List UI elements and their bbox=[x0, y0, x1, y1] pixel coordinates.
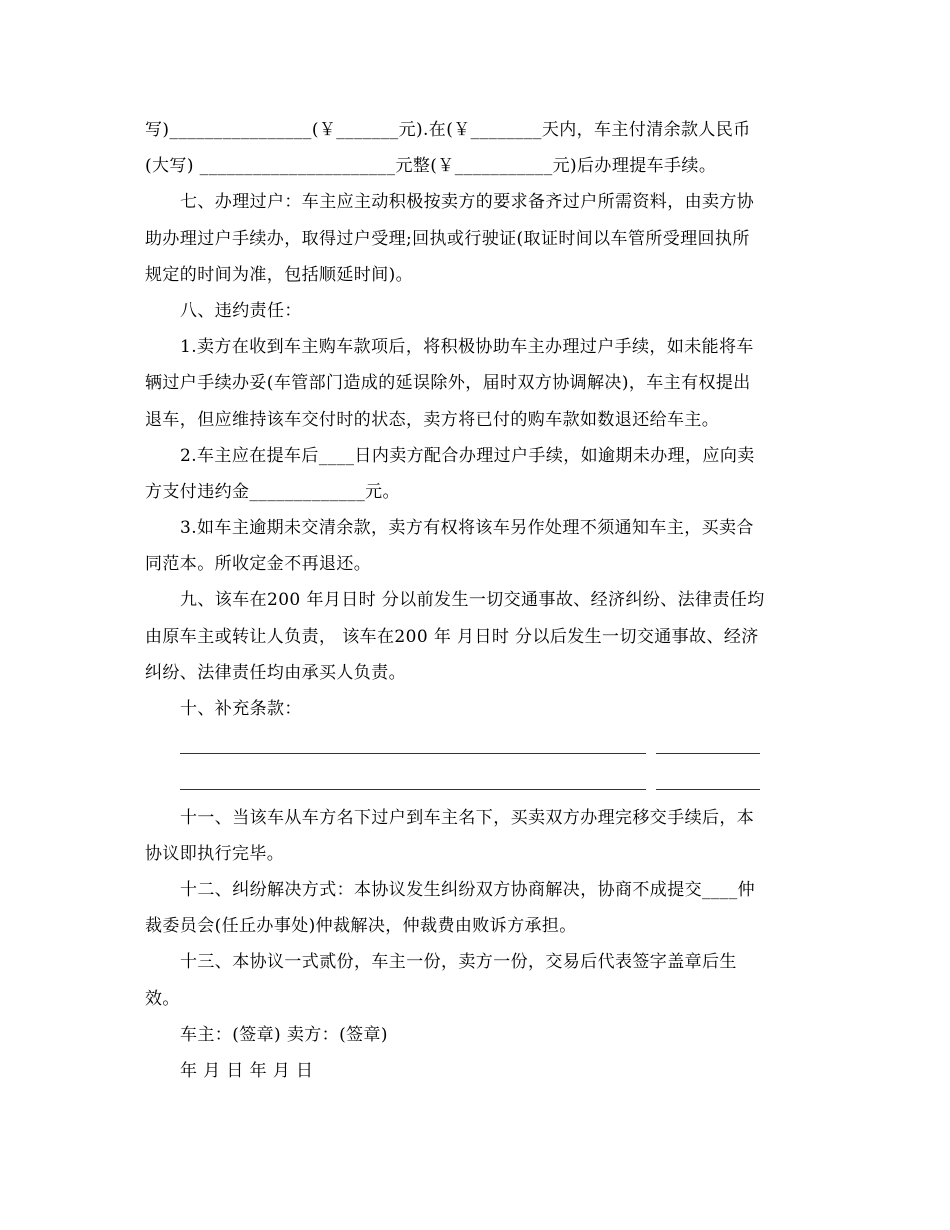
signature-line: 车主：(签章) 卖方：(签章) bbox=[180, 1024, 388, 1045]
clause-12-line-1: 十二、纠纷解决方式：本协议发生纠纷双方协商解决，协商不成提交____仲 bbox=[180, 879, 755, 900]
clause-8-heading: 八、违约责任： bbox=[180, 300, 302, 321]
clause-8-3-line-2: 同范本。所收定金不再退还。 bbox=[145, 554, 372, 575]
clause-11-line-1: 十一、当该车从车方名下过户到车主名下，买卖双方办理完移交手续后，本 bbox=[180, 807, 755, 828]
clause-9-line-1: 九、该车在200 年月日时 分以前发生一切交通事故、经济纠纷、法律责任均 bbox=[180, 590, 765, 611]
clause-12-line-2: 裁委员会(任丘办事处)仲裁解决，仲裁费由败诉方承担。 bbox=[145, 916, 577, 937]
supplement-blank-line bbox=[180, 753, 646, 754]
payment-line-2: (大写) ______________________元整(￥___________元)后办理提车手续。 bbox=[145, 156, 717, 177]
supplement-blank-line bbox=[656, 753, 760, 754]
clause-13-line-1: 十三、本协议一式贰份，车主一份，卖方一份，交易后代表签字盖章后生 bbox=[180, 952, 737, 973]
supplement-blank-row-2 bbox=[145, 763, 805, 799]
clause-9-line-3: 纠纷、法律责任均由承买人负责。 bbox=[145, 662, 406, 683]
clause-7-line-3: 规定的时间为准，包括顺延时间)。 bbox=[145, 264, 414, 285]
clause-13-line-2: 效。 bbox=[145, 988, 180, 1009]
clause-11-line-2: 协议即执行完毕。 bbox=[145, 843, 285, 864]
date-line: 年 月 日 年 月 日 bbox=[180, 1060, 314, 1081]
clause-8-1-line-1: 1.卖方在收到车主购车款项后，将积极协助车主办理过户手续，如未能将车 bbox=[180, 337, 754, 358]
supplement-blank-line bbox=[656, 789, 760, 790]
supplement-blank-line bbox=[180, 789, 646, 790]
clause-9-line-2: 由原车主或转让人负责， 该车在200 年 月日时 分以后发生一切交通事故、经济 bbox=[145, 626, 759, 647]
supplement-blank-row-1 bbox=[145, 727, 805, 763]
clause-7-line-1: 七、办理过户：车主应主动积极按卖方的要求备齐过户所需资料，由卖方协 bbox=[180, 192, 755, 213]
clause-8-3-line-1: 3.如车主逾期未交清余款，卖方有权将该车另作处理不须通知车主，买卖合 bbox=[180, 518, 754, 539]
document-body bbox=[145, 112, 805, 1089]
clause-7-line-2: 助办理过户手续办，取得过户受理;回执或行驶证(取证时间以车管所受理回执所 bbox=[145, 228, 750, 249]
clause-8-2-line-1: 2.车主应在提车后____日内卖方配合办理过户手续，如逾期未办理，应向卖 bbox=[180, 445, 755, 466]
clause-8-1-line-3: 退车，但应维持该车交付时的状态，卖方将已付的购车款如数退还给车主。 bbox=[145, 409, 720, 430]
clause-8-2-line-2: 方支付违约金_____________元。 bbox=[145, 481, 400, 502]
clause-8-1-line-2: 辆过户手续办妥(车管部门造成的延误除外，届时双方协调解决)，车主有权提出 bbox=[145, 373, 751, 394]
clause-10-heading: 十、补充条款： bbox=[180, 699, 302, 719]
payment-line-1: 写)________________(￥_______元).在(￥________天内，车主付清余款人民币 bbox=[145, 120, 751, 140]
